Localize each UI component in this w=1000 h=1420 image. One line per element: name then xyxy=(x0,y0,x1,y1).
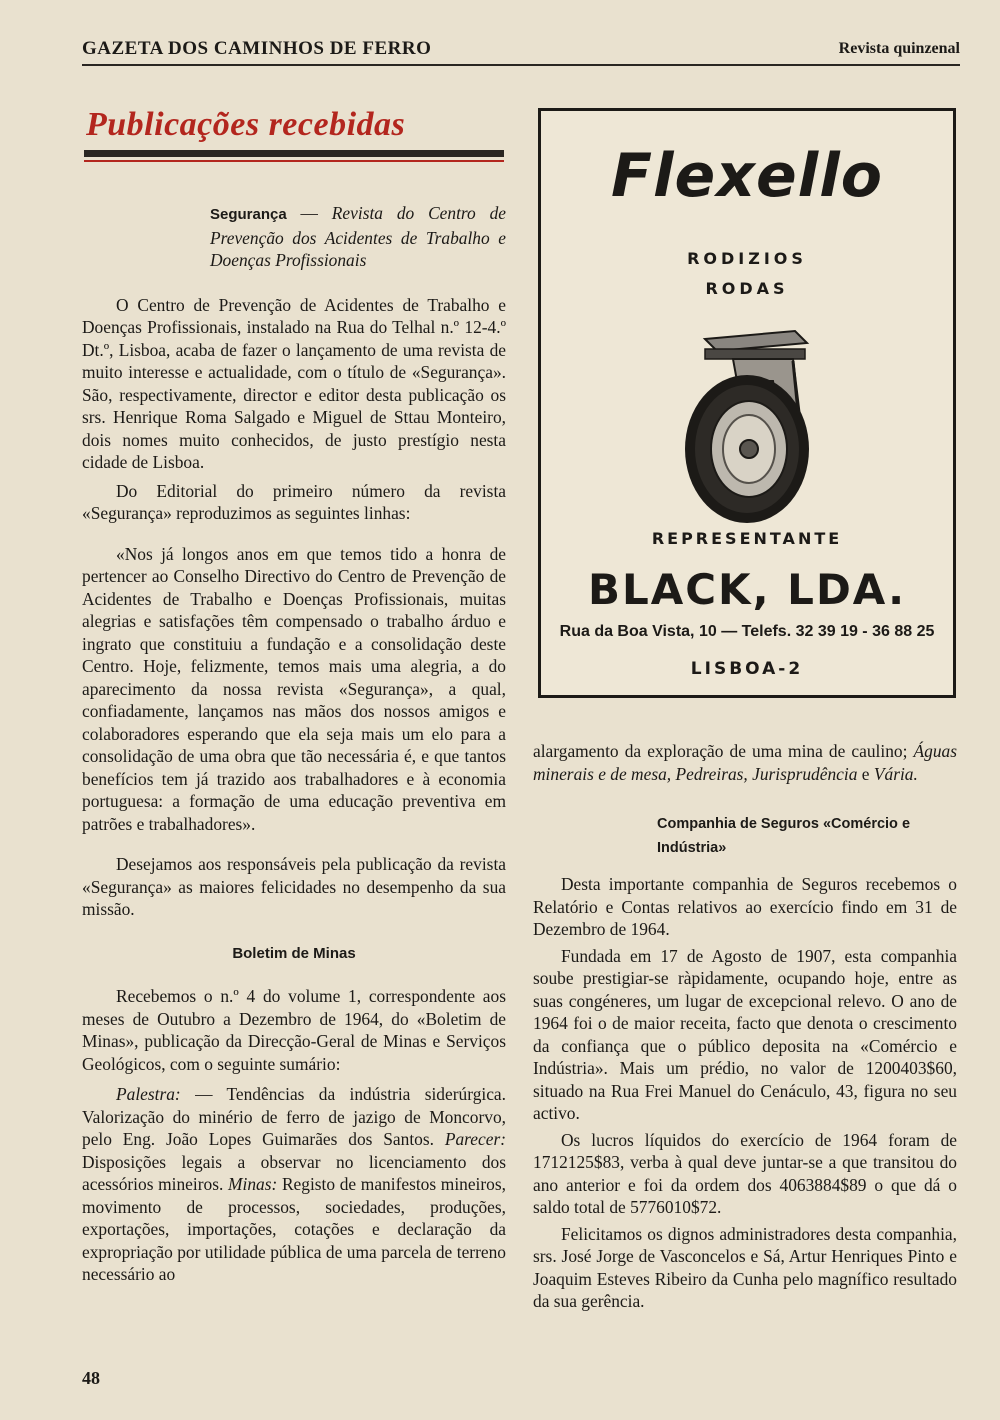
boletim-heading-row xyxy=(82,941,506,966)
continuation-paragraph xyxy=(533,740,957,785)
ad-line-rodas: RODAS xyxy=(705,279,789,298)
summary-paragraph xyxy=(82,1083,506,1286)
ad-representative-label: REPRESENTANTE xyxy=(651,529,843,548)
flexello-advertisement xyxy=(538,108,956,698)
summary-label-parecer: Parecer: xyxy=(444,1129,506,1149)
left-column xyxy=(82,202,506,1286)
summary-text-palestra: — Tendências da indústria siderúrgica. Valorização do minério de ferro de jazigo de Moncorvo, pelo Eng. João Lopes Guimarães dos Santos. xyxy=(82,1084,507,1149)
paragraph: Recebemos o n.º 4 do volume 1, correspondente aos meses de Outubro a Dezembro de 1964, do «Boletim de Minas», publicação da Direcção-Geral de Minas e Serviços Geológicos, com o seguinte sumário: xyxy=(82,986,506,1074)
ad-line-rodizios: RODIZIOS xyxy=(687,249,807,268)
paragraph: O Centro de Prevenção de Acidentes de Trabalho e Doenças Profissionais, instalado na Rua do Telhal n.º 12-4.º Dt.º, Lisboa, acaba de fazer o lançamento de uma revista de muito interesse e actualidade, com o título de «Segurança». São, respectivamente, director e editor desta publicação os srs. Henrique Roma Salgado e Miguel de Sttau Monteiro, dois nomes muito conhecidos, de justo prestígio nesta cidade de Lisboa. xyxy=(82,294,506,472)
ad-address: Rua da Boa Vista, 10 — Telefs. 32 39 19 - 36 88 25 xyxy=(559,623,935,640)
page-number: 48 xyxy=(82,1368,100,1388)
running-head xyxy=(82,38,960,66)
seguranca-title-block: Segurança — Revista do Centro de Prevenção dos Acidentes de Trabalho e Doenças Profissionais xyxy=(210,203,506,270)
paragraph: Felicitamos os dignos administradores desta companhia, srs. José Jorge de Vasconcelos e Sá, Artur Henriques Pinto e Joaquim Esteves Ribeiro da Cunha pelo magnífico resultado da sua gerência. xyxy=(533,1223,957,1311)
paragraph: Fundada em 17 de Agosto de 1907, esta companhia soube prestigiar-se ràpidamente, ocupando hoje, entre as suas congéneres, um lugar de excepcional relevo. O ano de 1964 foi o de maior receita, facto que denota o crescimento da confiança que o público deposita na «Comércio e Indústria». Mais um prédio, no valor de 1200403$60, situado na Rua Frei Manuel do Cenáculo, 43, figura no seu activo. xyxy=(533,945,957,1123)
companhia-heading-row xyxy=(657,811,957,859)
paragraph: Desta importante companhia de Seguros recebemos o Relatório e Contas relativos ao exercício findo em 31 de Dezembro de 1964. xyxy=(533,874,957,939)
boletim-heading: Boletim de Minas xyxy=(232,944,356,962)
quoted-editorial: «Nos já longos anos em que temos tido a honra de pertencer ao Conselho Directivo do Centro de Prevenção de Acidentes de Trabalho e Doenças Profissionais, muitas alegrias e satisfações têm compensado o trabalho árduo e ingrato que constituiu a fundação e a consolidação deste Centro. Hoje, felizmente, temos mais uma alegria, a do aparecimento da nossa revista «Segurança», a qual, confiadamente, lançamos nas mãos dos nossos amigos e colaboradores esperando que ela seja mais um elo para a consolidação de uma obra que tão necessária é, e que tantos benefícios tem já trazido aos trabalhadores e à economia portuguesa: a formação de uma educação preventiva em patrões e trabalhadores». xyxy=(82,543,506,834)
caster-wheel-illustration xyxy=(675,321,823,531)
title-underline-red xyxy=(84,160,504,162)
seguranca-heading: Segurança xyxy=(210,206,287,223)
publication-title: GAZETA DOS CAMINHOS DE FERRO xyxy=(82,38,432,59)
paragraph: Desejamos aos responsáveis pela publicação da revista «Segurança» as maiores felicidades no desempenho da sua missão. xyxy=(82,854,506,919)
continuation-text: alargamento da exploração de uma mina de caulino; xyxy=(533,741,908,761)
continuation-varia: Vária. xyxy=(873,763,918,784)
paragraph: Os lucros líquidos do exercício de 1964 foram de 1712125$83, verba à qual deve juntar-se a que transitou do ano anterior e foi da ordem dos 4063884$89 o que dá o saldo total de 5776010$72. xyxy=(533,1129,957,1217)
ad-company-name: BLACK, LDA. xyxy=(587,565,907,614)
summary-text-parecer: Disposições legais a observar no licenciamento dos acessórios mineiros. xyxy=(82,1151,506,1194)
right-column xyxy=(533,740,957,1313)
publication-frequency: Revista quinzenal xyxy=(838,40,960,57)
summary-label-palestra: Palestra: xyxy=(116,1084,181,1104)
paragraph: Do Editorial do primeiro número da revista «Segurança» reproduzimos as seguintes linhas: xyxy=(82,480,506,523)
ad-city: LISBOA-2 xyxy=(690,659,804,679)
companhia-heading: Companhia de Seguros «Comércio e Indústria» xyxy=(657,816,911,856)
continuation-italic: Águas minerais e de mesa, Pedreiras, Jurisprudência xyxy=(533,741,957,784)
section-title: Publicações recebidas xyxy=(86,106,406,143)
seguranca-subtitle: Revista do Centro de Prevenção dos Acidentes de Trabalho e Doenças Profissionais xyxy=(210,203,506,270)
ad-brand: Flexello xyxy=(611,141,883,211)
continuation-e: e xyxy=(861,763,870,784)
summary-text-minas: Registo de manifestos mineiros, movimento de processos, sociedades, produções, exportações, importações, cotações e declaração da expropriação por utilidade pública de uma parcela de terreno necessário ao xyxy=(82,1174,506,1284)
summary-label-minas: Minas: xyxy=(228,1174,278,1194)
title-underline xyxy=(84,150,504,157)
